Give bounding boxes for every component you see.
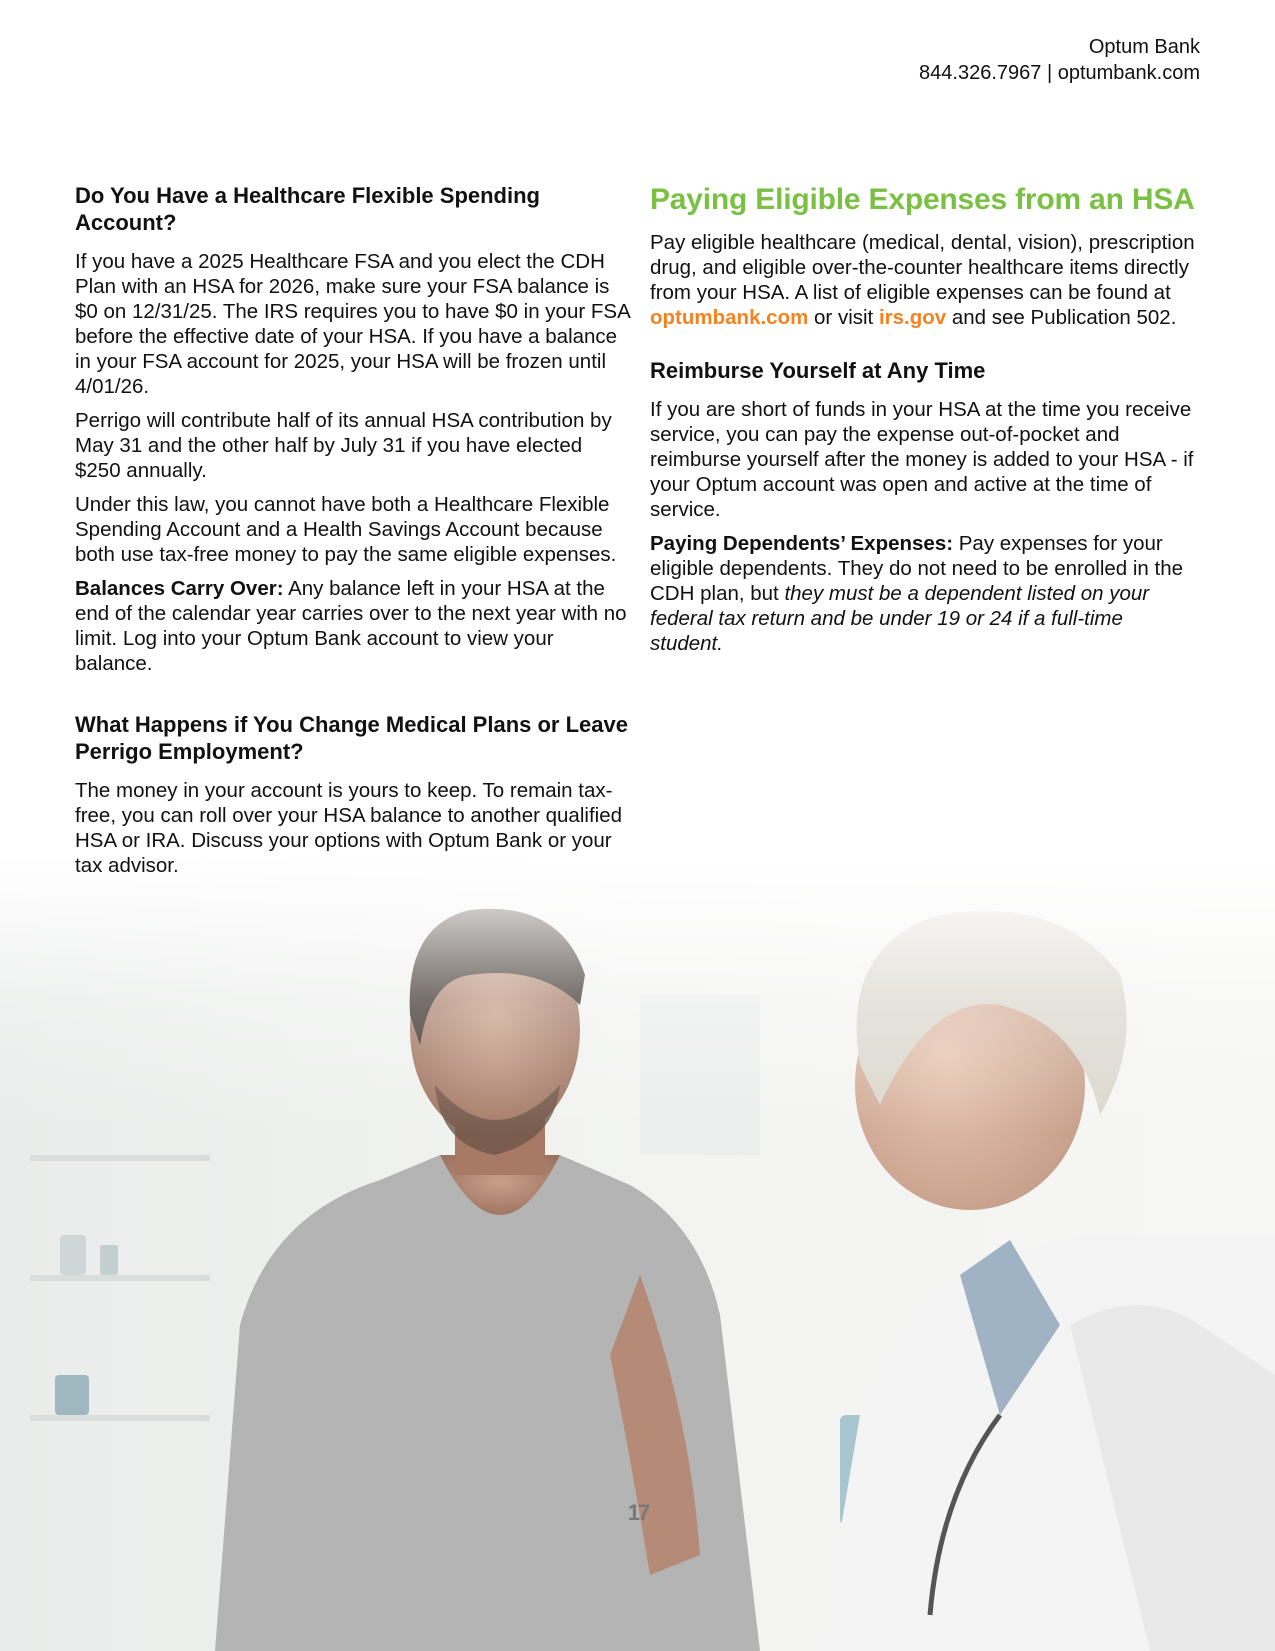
doctor-patient-photo <box>0 855 1275 1651</box>
reimburse-paragraph: If you are short of funds in your HSA at the time you receive service, you can pay the expense out-of-pocket and reimburse yourself after the money is added to your HSA - if your Optum account was open and active at the time of service. <box>650 398 1194 521</box>
page-header <box>919 34 1200 86</box>
dependents-paragraph <box>650 531 1200 656</box>
fsa-paragraph-2: Perrigo will contribute half of its annual HSA contribution by May 31 and the other half by July 31 if you have elected $250 annually. <box>75 409 612 482</box>
carry-over-text: Any balance left in your HSA at the end of the calendar year carries over to the next year with no limit. Log into your Optum Bank account to view your balance. <box>75 577 627 675</box>
fsa-heading: Do You Have a Healthcare Flexible Spending Account? <box>75 183 540 235</box>
change-plans-paragraph: The money in your account is yours to keep. To remain tax-free, you can roll over your HSA balance to another qualified HSA or IRA. Discuss your options with Optum Bank or your tax advisor. <box>75 779 622 877</box>
paying-text-a: Pay eligible healthcare (medical, dental, vision), prescription drug, and eligible over-the-counter healthcare items directly from your HSA. A list of eligible expenses can be found at <box>650 231 1195 304</box>
dependents-text: Pay expenses for your eligible dependents. They do not need to be enrolled in the CDH plan, but <box>650 532 1184 605</box>
paying-paragraph <box>650 230 1200 330</box>
right-column <box>650 182 1200 665</box>
dependents-label: Paying Dependents’ Expenses: <box>650 532 954 555</box>
paying-text-b: or visit <box>808 306 879 329</box>
fsa-paragraph-3: Under this law, you cannot have both a Healthcare Flexible Spending Account and a Health Savings Account because both use tax-free money to pay the same eligible expenses. <box>75 493 617 566</box>
fsa-paragraph-1: If you have a 2025 Healthcare FSA and you elect the CDH Plan with an HSA for 2026, make sure your FSA balance is $0 on 12/31/25. The IRS requires you to have $0 in your FSA before the effective date of your HSA. If you have a balance in your FSA account for 2025, your HSA will be frozen until 4/01/26. <box>75 250 630 398</box>
page-number: 17 <box>627 1500 649 1525</box>
header-contact: 844.326.7967 | optumbank.com <box>919 62 1200 84</box>
carry-over-label: Balances Carry Over: <box>75 577 284 600</box>
paying-text-c: and see Publication 502. <box>946 306 1177 329</box>
change-plans-heading: What Happens if You Change Medical Plans or Leave Perrigo Employment? <box>75 712 628 764</box>
dependents-italic-text: they must be a dependent listed on your federal tax return and be under 19 or 24 if a full-time student. <box>650 582 1150 655</box>
irs-gov-link[interactable]: irs.gov <box>878 306 947 329</box>
optumbank-link[interactable]: optumbank.com <box>650 306 809 329</box>
left-column <box>75 182 630 887</box>
carry-over-paragraph <box>75 576 630 676</box>
section-title: Paying Eligible Expenses from an HSA <box>650 183 1195 216</box>
reimburse-heading: Reimburse Yourself at Any Time <box>650 358 986 383</box>
header-company: Optum Bank <box>1088 36 1200 58</box>
